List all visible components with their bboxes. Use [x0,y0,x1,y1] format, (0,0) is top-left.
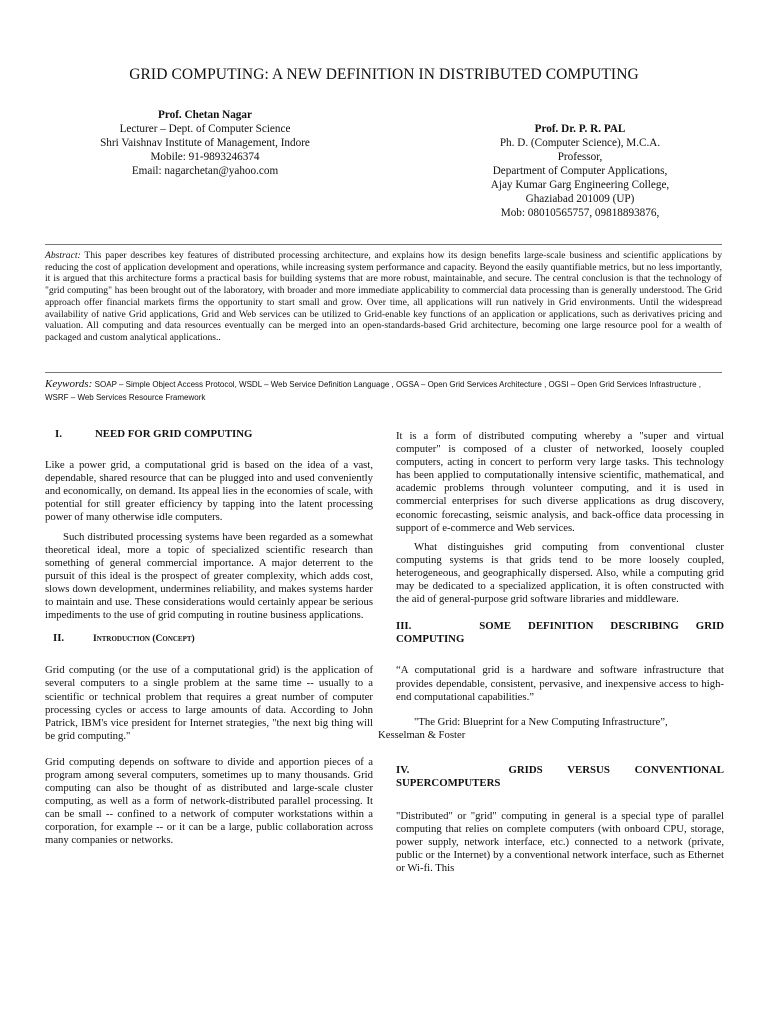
author-2-position: Professor, [557,151,603,163]
section-4-title-line-1: GRIDS VERSUS CONVENTIONAL [508,763,725,776]
section-1-heading [45,428,373,441]
section-4-paragraph: "Distributed" or "grid" computing in general is a special type of parallel computing that relies on complete computers (with onboard CPU, storage, power supply, network interface, etc.) connected to a network (private, public or the Internet) by a conventional network interface, such as Ethernet or Wi-fi. This [396,810,724,875]
author-2-mobile: Mob: 08010565757, 09818893876, [500,207,660,219]
divider [45,372,722,373]
author-2-name: Prof. Dr. P. R. PAL [534,123,626,135]
author-2-degree: Ph. D. (Computer Science), M.C.A. [499,137,661,149]
left-column [45,428,373,848]
abstract-text: This paper describes key features of distributed processing architecture, and explains how its design benefits large-scale business and scientific applications by reducing the cost of application development and operations, while increasing system performance and capacity. Beyond the easily quantifiable metrics, but no less importantly, it is argued that this architecture forms a practical basis for building systems that are more robust, maintainable, and secure. The central conclusion is that the technology of "grid computing" has been brought out of the laboratory, with broader and more immediate applicability to commercial data processing than is generally understood. The Grid approach offer financial markets firms the opportunity to start small and grow. Over time, all applications will run natively in Grid environments. Until the widespread availability of native Grid applications, Grid and Web services can be utilized to Grid-enable key functions of an application or applications, such as derivatives pricing and valuation. All computing and data resources eventually can be merged into an open-standards-based Grid architecture, becoming one large resource pool for a wealth of packaged and custom analytical applications.. [45,250,723,343]
section-3-title-line [396,620,724,633]
section-4-title-line [396,764,724,777]
author-1-name: Prof. Chetan Nagar [158,109,252,121]
author-1-email: Email: nagarchetan@yahoo.com [131,165,279,177]
section-1-title: NEED FOR GRID COMPUTING [95,428,253,440]
divider [45,244,722,245]
citation-title: "The Grid: Blueprint for a New Computing Infrastructure”, [414,715,668,728]
author-2-department: Department of Computer Applications, [492,165,668,177]
section-2-paragraph: Grid computing depends on software to divide and apportion pieces of a program among several computers, sometimes up to many thousands. Grid computing can also be thought of as distributed and large-scale cluster computing, as well as a form of network-distributed parallel processing. It can be small -- confined to a network of computer workstations within a corporation, for example -- or it can be a large, public collaboration across many companies or networks. [45,755,373,847]
section-1-paragraph: Such distributed processing systems have been regarded as a somewhat theoretical ideal, more a topic of specialized scientific research than something of general commercial importance. A major deterrent to the pursuit of this ideal is the prospect of greater complexity, which adds cost, slows down development, undermines reliability, and makes systems harder to maintain and use. These considerations would certainly appear be serious impediments to the use of grid computing in routine business applications. [45,530,373,622]
keywords [45,378,722,404]
author-2-city: Ghaziabad 201009 (UP) [525,193,635,205]
section-3-number: III. [396,620,412,633]
section-4-number: IV. [396,763,410,776]
author-1-institution: Shri Vaishnav Institute of Management, Indore [100,137,310,149]
citation-authors: Kesselman & Foster [378,728,466,741]
section-2-paragraph: Grid computing (or the use of a computational grid) is the application of several computers to a single problem at the same time -- usually to a scientific or technical problem that requires a great number of computer processing cycles or access to large amounts of data. According to John Patrick, IBM's vice president for Internet strategies, "the next big thing will be grid computing." [45,664,373,742]
section-3-title-line-1: SOME DEFINITION DESCRIBING GRID [479,620,725,633]
section-1-paragraph: Like a power grid, a computational grid is based on the idea of a vast, dependable, shared resource that can be plugged into and used conveniently and economically, on demand. Its appeal lies in the economies of scale, with potential for still greater efficiency by tapping into the latent processing power of many otherwise idle computers. [45,459,373,524]
keywords-text: SOAP – Simple Object Access Protocol, WSDL – Web Service Definition Language , OGSA – Open Grid Services Architecture , OGSI – Open Grid Services Infrastructure , WSRF – Web Services Resource Framework [45,380,702,402]
intro-continued-paragraph: What distinguishes grid computing from conventional cluster computing systems is that grids tend to be more loosely coupled, heterogeneous, and geographically dispersed. Also, while a computing grid may be dedicated to a specialized application, it is often constructed with the aid of general-purpose grid software libraries and middleware. [396,540,724,606]
author-1-mobile: Mobile: 91-9893246374 [150,151,260,163]
paper-title: GRID COMPUTING: A NEW DEFINITION IN DISTRIBUTED COMPUTING [129,66,639,83]
keywords-label: Keywords: [45,378,93,390]
author-block-2 [430,122,730,220]
section-4-heading [396,764,724,790]
author-block-1 [60,108,350,178]
section-2-number: II. [53,632,65,645]
author-1-affiliation: Lecturer – Dept. of Computer Science [119,123,291,135]
right-column [378,430,725,876]
section-2-title: Introduction (Concept) [93,634,195,645]
author-2-college: Ajay Kumar Garg Engineering College, [490,179,670,191]
definition-citation [378,715,724,742]
abstract-label: Abstract: [45,250,81,261]
section-3-heading [396,620,724,646]
definition-quote: “A computational grid is a hardware and software infrastructure that provides dependable, consistent, pervasive, and inexpensive access to high-end computational capabilities.” [396,664,724,703]
abstract [45,250,722,344]
intro-continued-paragraph: It is a form of distributed computing whereby a "super and virtual computer" is composed of a cluster of networked, loosely coupled computers, acting in concert to perform very large tasks. This technology has been applied to computationally intensive scientific, mathematical, and academic problems through volunteer computing, and it is used in commercial enterprises for such diverse applications as drug discovery, economic forecasting, seismic analysis, and back-office data processing in support of e-commerce and Web services. [396,430,724,534]
section-2-heading [45,632,373,646]
section-3-title-line-2: COMPUTING [396,633,465,646]
section-1-number: I. [55,428,62,440]
section-4-title-line-2: SUPERCOMPUTERS [396,776,501,789]
